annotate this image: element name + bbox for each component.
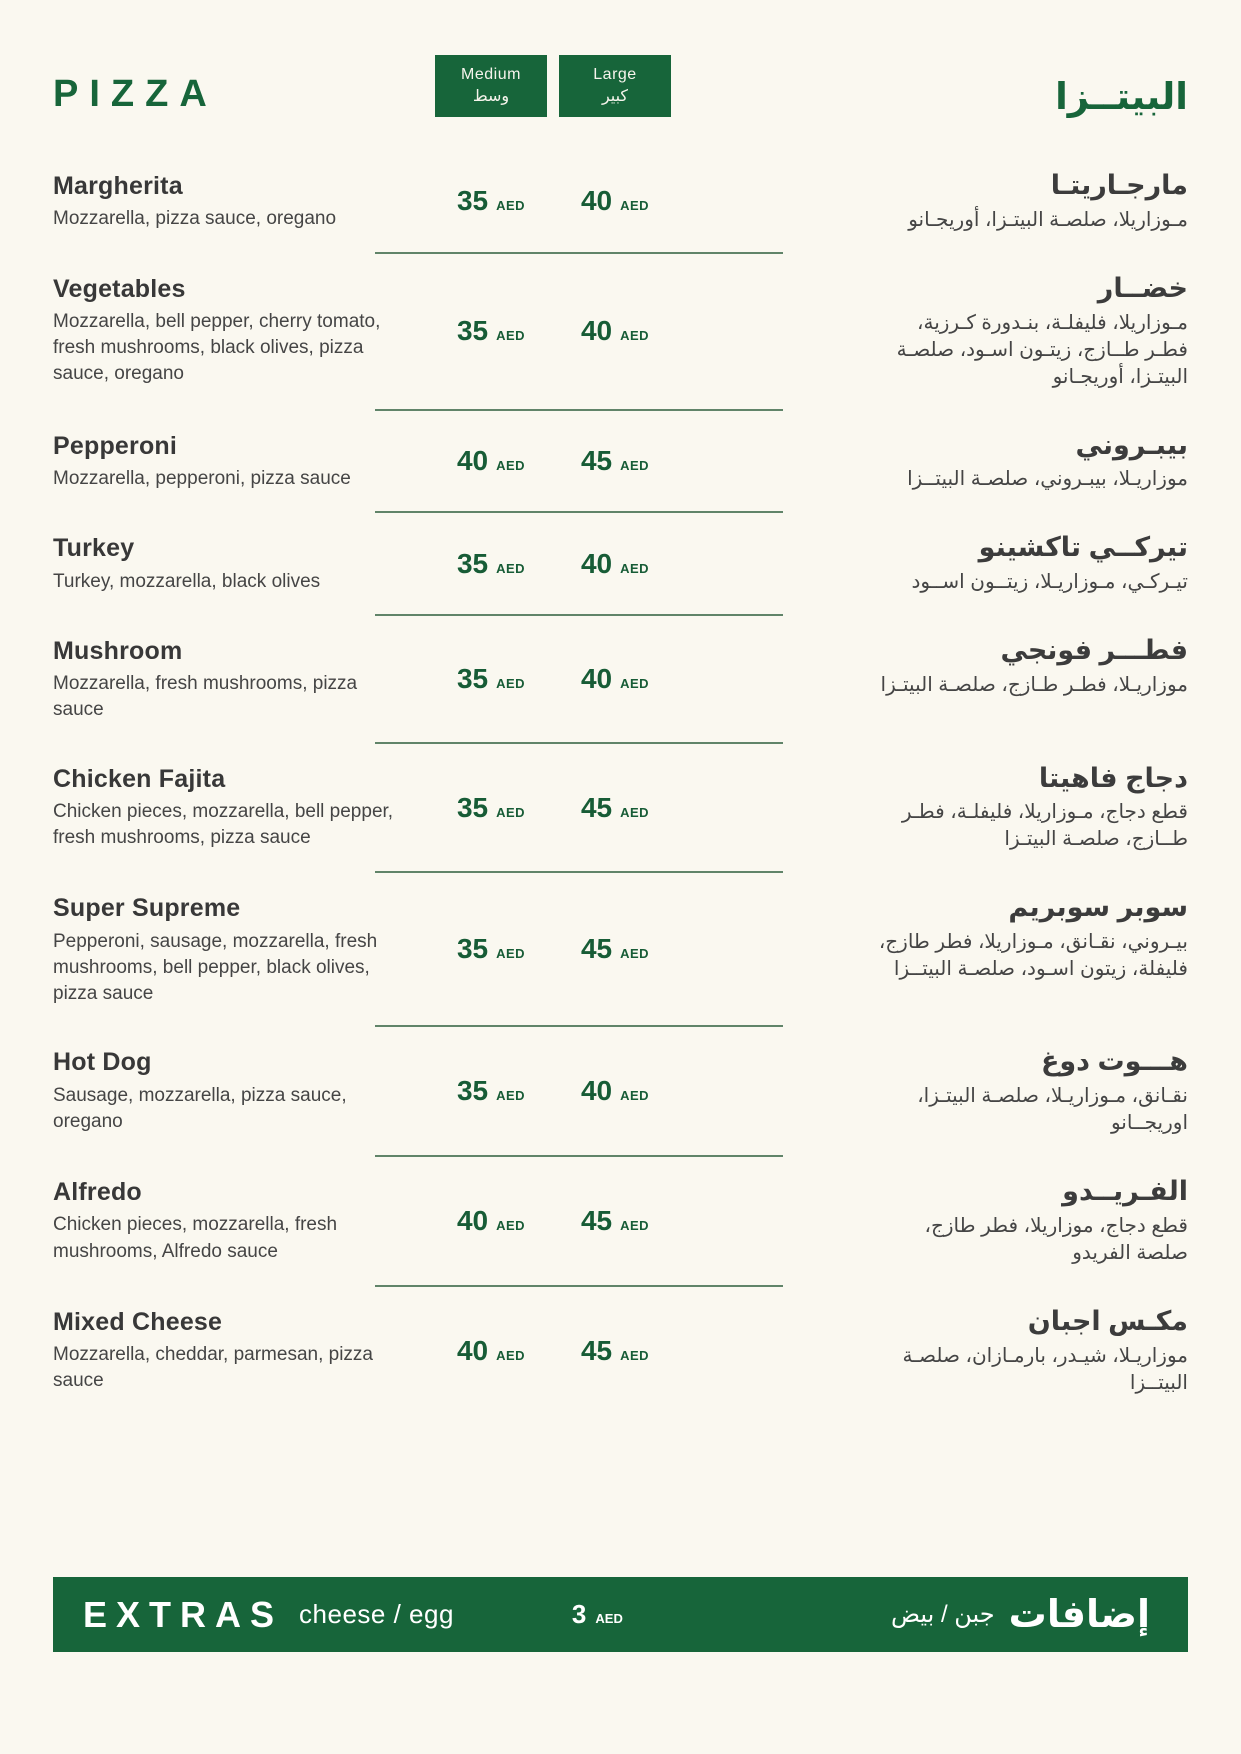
item-price-columns	[403, 169, 703, 234]
item-name-english: Margherita	[53, 172, 183, 200]
currency-label: AED	[620, 1088, 650, 1104]
item-price-columns	[403, 531, 703, 596]
price-large-value: 45	[580, 1334, 613, 1366]
size-column-headers	[403, 55, 703, 117]
currency-label: AED	[496, 1088, 526, 1104]
item-name-arabic: مكـس اجبان	[1027, 1305, 1188, 1336]
currency-label: AED	[496, 804, 526, 820]
item-description-english: Chicken pieces, mozzarella, fresh mushrooms, Alfredo sauce	[53, 1214, 338, 1262]
price-large	[559, 445, 671, 477]
currency-label: AED	[620, 457, 650, 473]
currency-label: AED	[496, 946, 526, 962]
price-large	[559, 933, 671, 965]
menu-item-row	[53, 411, 1188, 512]
item-description-english: Mozzarella, fresh mushrooms, pizza sauce	[53, 673, 358, 721]
currency-label: AED	[496, 560, 526, 576]
item-description-arabic: موزاريـلا، بيبـروني، صلصـة البيتــزا	[907, 468, 1188, 491]
item-price-columns	[403, 1175, 703, 1267]
item-name-english: Mushroom	[53, 637, 183, 665]
item-price-columns	[403, 634, 703, 724]
item-english-column	[53, 531, 403, 596]
item-name-english: Alfredo	[53, 1178, 142, 1207]
price-large-value: 45	[580, 933, 613, 965]
price-large-value: 45	[580, 1204, 613, 1236]
price-large	[559, 315, 671, 347]
price-medium-value: 40	[456, 1204, 489, 1236]
price-large-value: 40	[580, 1075, 613, 1107]
item-arabic-column	[703, 1045, 1188, 1137]
price-medium-value: 35	[456, 315, 489, 347]
price-large-value: 45	[580, 444, 613, 476]
item-english-column	[53, 272, 403, 391]
item-english-column	[53, 1175, 403, 1267]
item-description-arabic: قطع دجاج، موزاريلا، فطر طازج، صلصة الفريدو	[924, 1214, 1188, 1264]
item-english-column	[53, 429, 403, 494]
item-description-arabic: نقـانق، مـوزاريـلا، صلصـة البيتـزا، اوريجــانو	[917, 1085, 1188, 1135]
price-medium	[435, 663, 547, 695]
menu-item-row	[53, 254, 1188, 409]
currency-label: AED	[496, 675, 526, 691]
item-english-column	[53, 1305, 403, 1397]
menu-item-row	[53, 744, 1188, 872]
page-title-english: PIZZA	[53, 73, 218, 115]
currency-label: AED	[496, 1217, 526, 1233]
price-medium-value: 35	[456, 933, 489, 965]
menu-item-row	[53, 1287, 1188, 1415]
item-name-arabic: تيركــي تاكشينو	[978, 532, 1188, 563]
item-description-english: Mozzarella, cheddar, parmesan, pizza sauce	[53, 1344, 373, 1392]
menu-item-row	[53, 873, 1188, 1025]
item-name-english: Pepperoni	[53, 431, 178, 460]
price-large	[559, 1335, 671, 1367]
item-name-arabic: هـــوت دوغ	[1040, 1046, 1188, 1077]
price-medium	[435, 1075, 547, 1107]
item-arabic-column	[703, 1305, 1188, 1397]
price-medium	[435, 792, 547, 824]
price-medium	[435, 1205, 547, 1237]
item-english-column	[53, 1045, 403, 1137]
item-description-arabic: مـوزاريلا، فليفلـة، بنـدورة كـرزية، فطـر طــازج، زيتـون اسـود، صلصـة البيتـزا، أوريجـانو	[896, 311, 1188, 388]
item-description-english: Chicken pieces, mozzarella, bell pepper, fresh mushrooms, pizza sauce	[53, 800, 394, 849]
currency-label: AED	[620, 675, 650, 691]
item-description-arabic: قطع دجاج، مـوزاريلا، فليفلـة، فطـر طــازج، صلصـة البيتـزا	[901, 801, 1188, 851]
size-header-large-label-ar: كبير	[601, 88, 629, 105]
item-arabic-column	[703, 429, 1188, 494]
currency-label: AED	[620, 1217, 650, 1233]
size-header-medium	[435, 55, 547, 117]
currency-label: AED	[496, 198, 526, 214]
item-arabic-column	[703, 169, 1188, 234]
item-price-columns	[403, 891, 703, 1007]
item-name-english: Turkey	[53, 534, 135, 563]
size-header-medium-label-en: Medium	[461, 66, 521, 83]
extras-price-value: 3	[571, 1599, 587, 1629]
item-arabic-column	[703, 531, 1188, 596]
item-name-arabic: سوبر سوبريم	[1008, 892, 1188, 923]
currency-label: AED	[620, 804, 650, 820]
item-description-english: Mozzarella, bell pepper, cherry tomato, fresh mushrooms, black olives, pizza sauce, oregano	[53, 311, 381, 385]
extras-banner	[53, 1577, 1188, 1652]
item-description-arabic: مـوزاريلا، صلصـة البيتـزا، أوريجـانو	[908, 208, 1188, 231]
item-price-columns	[403, 272, 703, 391]
price-medium-value: 35	[456, 1075, 489, 1107]
item-name-english: Hot Dog	[53, 1048, 152, 1077]
item-name-arabic: الفـريــدو	[1062, 1176, 1188, 1207]
price-medium	[435, 933, 547, 965]
item-english-column	[53, 169, 403, 234]
extras-subtitle-english: cheese / egg	[299, 1599, 454, 1629]
extras-subtitle-arabic: جبن / بيض	[890, 1601, 995, 1628]
currency-label: AED	[620, 328, 650, 344]
price-medium-value: 35	[456, 185, 489, 217]
item-description-arabic: تيـركـي، مـوزاريـلا، زيتــون اســود	[911, 571, 1188, 593]
price-medium	[435, 315, 547, 347]
currency-label: AED	[620, 1347, 650, 1363]
menu-item-row	[53, 513, 1188, 614]
extras-price	[572, 1599, 623, 1630]
extras-title-arabic: إضافات	[1008, 1594, 1150, 1636]
price-large-value: 45	[580, 791, 613, 823]
price-medium	[435, 1335, 547, 1367]
item-name-english: Mixed Cheese	[53, 1307, 223, 1336]
item-english-column	[53, 891, 403, 1007]
item-price-columns	[403, 762, 703, 854]
price-large-value: 40	[580, 315, 613, 347]
price-large	[559, 185, 671, 217]
item-description-english: Sausage, mozzarella, pizza sauce, oregano	[53, 1084, 347, 1132]
item-description-arabic: موزاريـلا، شيـدر، بارمـازان، صلصـة البيتــزا	[902, 1344, 1188, 1394]
currency-label: AED	[620, 560, 650, 576]
currency-label: AED	[496, 457, 526, 473]
extras-title-english: EXTRAS	[83, 1593, 284, 1635]
item-price-columns	[403, 429, 703, 494]
price-medium	[435, 548, 547, 580]
item-price-columns	[403, 1045, 703, 1137]
item-name-arabic: دجاج فاهيتا	[1038, 762, 1188, 793]
currency-label: AED	[620, 946, 650, 962]
price-medium-value: 40	[456, 1334, 489, 1366]
menu-item-list	[53, 151, 1188, 1415]
price-large-value: 40	[580, 547, 613, 579]
item-price-columns	[403, 1305, 703, 1397]
item-arabic-column	[703, 272, 1188, 391]
item-arabic-column	[703, 891, 1188, 1007]
item-arabic-column	[703, 1175, 1188, 1267]
item-arabic-column	[703, 762, 1188, 854]
menu-item-row	[53, 1027, 1188, 1155]
price-large-value: 40	[580, 185, 613, 217]
size-header-large-label-en: Large	[593, 66, 637, 83]
price-large	[559, 548, 671, 580]
price-medium	[435, 185, 547, 217]
item-description-english: Turkey, mozzarella, black olives	[53, 570, 321, 592]
price-medium-value: 35	[456, 547, 489, 579]
menu-item-row	[53, 1157, 1188, 1285]
item-english-column	[53, 634, 403, 724]
currency-label: AED	[496, 1347, 526, 1363]
price-medium-value: 35	[456, 791, 489, 823]
price-large	[559, 792, 671, 824]
menu-header	[53, 55, 1188, 117]
item-description-english: Mozzarella, pizza sauce, oregano	[53, 208, 337, 230]
item-name-arabic: مارجـاريتـا	[1050, 170, 1188, 200]
item-arabic-column	[703, 634, 1188, 724]
item-name-english: Vegetables	[53, 274, 186, 303]
currency-label: AED	[496, 328, 526, 344]
item-name-arabic: خضــار	[1097, 272, 1188, 303]
extras-arabic	[891, 1592, 1150, 1637]
item-description-english: Pepperoni, sausage, mozzarella, fresh mushrooms, bell pepper, black olives, pizza sauce	[53, 930, 378, 1005]
price-large	[559, 1205, 671, 1237]
item-name-arabic: فطـــر فونجي	[1000, 635, 1188, 665]
currency-label: AED	[595, 1611, 623, 1626]
item-name-english: Super Supreme	[53, 894, 241, 923]
item-name-english: Chicken Fajita	[53, 764, 226, 793]
size-header-large	[559, 55, 671, 117]
menu-item-row	[53, 151, 1188, 252]
price-medium-value: 40	[456, 444, 489, 476]
item-name-arabic: بيبـروني	[1075, 429, 1188, 460]
page-title-arabic: البيتــزا	[1055, 76, 1188, 117]
price-large-value: 40	[580, 662, 613, 694]
menu-item-row	[53, 616, 1188, 742]
size-header-medium-label-ar: وسط	[472, 88, 510, 105]
item-description-arabic: بيـروني، نقـانق، مـوزاريلا، فطر طازج، فليفلة، زيتون اسـود، صلصـة البيتــزا	[878, 931, 1188, 981]
item-description-english: Mozzarella, pepperoni, pizza sauce	[53, 467, 351, 489]
item-description-arabic: موزاريـلا، فطـر طـازج، صلصـة البيتـزا	[880, 673, 1188, 696]
price-medium-value: 35	[456, 662, 489, 694]
currency-label: AED	[620, 198, 650, 214]
price-large	[559, 1075, 671, 1107]
item-english-column	[53, 762, 403, 854]
price-large	[559, 663, 671, 695]
price-medium	[435, 445, 547, 477]
